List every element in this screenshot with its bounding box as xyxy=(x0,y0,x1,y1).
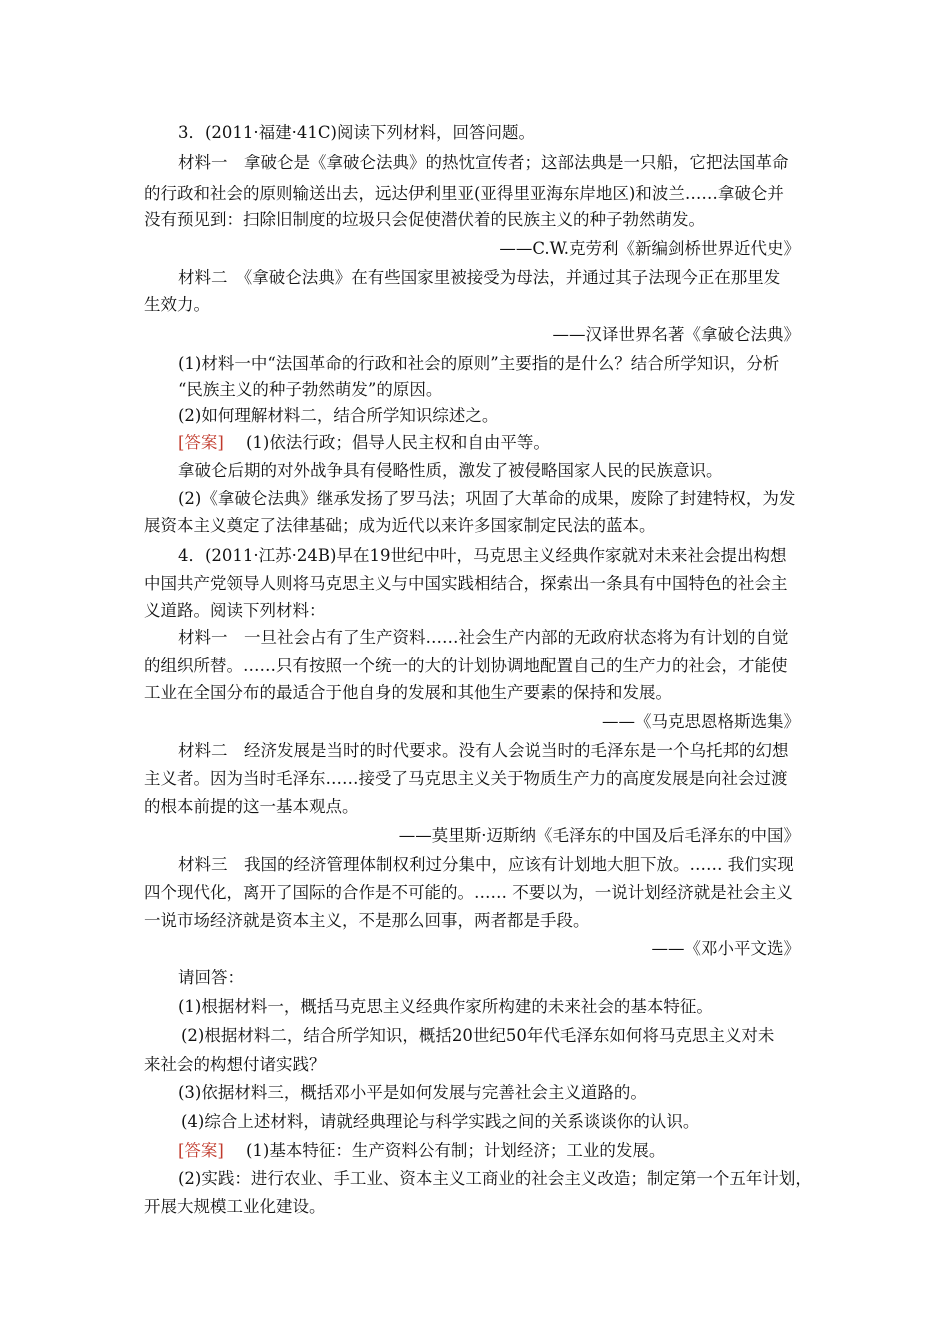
q3-material-2-source: ——汉译世界名著《拿破仑法典》 xyxy=(552,325,800,344)
q3-material-1-source: ——C.W.克劳利《新编剑桥世界近代史》 xyxy=(499,239,800,258)
q4-material-1-line-3: 工业在全国分布的最适合于他自身的发展和其他生产要素的保持和发展。 xyxy=(144,683,672,702)
q3-material-1-line-1: 材料一 拿破仑是《拿破仑法典》的热忱宣传者；这部法典是一只船，它把法国革命 xyxy=(178,153,789,172)
q3-answer-2-line-2: 展资本主义奠定了法律基础；成为近代以来许多国家制定民法的蓝本。 xyxy=(144,516,656,535)
q4-prompt: 请回答： xyxy=(178,968,244,987)
q4-material-1-line-1: 材料一 一旦社会占有了生产资料……社会生产内部的无政府状态将为有计划的自觉 xyxy=(178,628,789,647)
q3-answer-label: [答案] xyxy=(178,433,224,452)
q4-material-2-line-3: 的根本前提的这一基本观点。 xyxy=(144,797,359,816)
question-4-heading-line-2: 中国共产党领导人则将马克思主义与中国实践相结合，探索出一条具有中国特色的社会主 xyxy=(144,574,788,593)
q4-question-1: (1)根据材料一，概括马克思主义经典作家所构建的未来社会的基本特征。 xyxy=(178,997,713,1016)
q4-material-2-line-1: 材料二 经济发展是当时的时代要求。没有人会说当时的毛泽东是一个乌托邦的幻想 xyxy=(178,741,789,760)
q3-answer-2-line-1: (2)《拿破仑法典》继承发扬了罗马法；巩固了大革命的成果，废除了封建特权，为发 xyxy=(178,489,796,508)
question-4-heading-line-1: 4．(2011·江苏·24B)早在19世纪中叶，马克思主义经典作家就对未来社会提出构想 xyxy=(178,546,787,565)
q4-material-2-source: ——莫里斯·迈斯纳《毛泽东的中国及后毛泽东的中国》 xyxy=(398,826,800,845)
q4-answer-label: [答案] xyxy=(178,1141,224,1160)
q4-material-3-line-3: 一说市场经济就是资本主义，不是那么回事，两者都是手段。 xyxy=(144,911,590,930)
q4-question-3: (3)依据材料三，概括邓小平是如何发展与完善社会主义道路的。 xyxy=(178,1083,647,1102)
q3-material-2-line-1: 材料二 《拿破仑法典》在有些国家里被接受为母法，并通过其子法现今正在那里发 xyxy=(178,268,781,287)
q4-material-3-line-2: 四个现代化，离开了国际的合作是不可能的。…… 不要以为，一说计划经济就是社会主义 xyxy=(144,883,793,902)
q4-material-1-source: ——《马克思恩格斯选集》 xyxy=(602,712,800,731)
question-3-heading: 3．(2011·福建·41C)阅读下列材料，回答问题。 xyxy=(178,123,535,142)
q4-material-3-line-1: 材料三 我国的经济管理体制权利过分集中，应该有计划地大胆下放。…… 我们实现 xyxy=(178,855,794,874)
q4-question-2-line-1: (2)根据材料二，结合所学知识，概括20世纪50年代毛泽东如何将马克思主义对未 xyxy=(181,1026,775,1045)
q4-answer-2-line-1: (2)实践：进行农业、手工业、资本主义工商业的社会主义改造；制定第一个五年计划， xyxy=(178,1169,812,1188)
q3-material-1-line-2: 的行政和社会的原则输送出去，远达伊利里亚(亚得里亚海东岸地区)和波兰……拿破仑并 xyxy=(144,184,784,203)
q4-question-4: (4)综合上述材料，请就经典理论与科学实践之间的关系谈谈你的认识。 xyxy=(181,1112,700,1131)
q4-material-1-line-2: 的组织所替。……只有按照一个统一的大的计划协调地配置自己的生产力的社会，才能使 xyxy=(144,656,788,675)
q3-question-1-line-2: “民族主义的种子勃然萌发”的原因。 xyxy=(178,380,443,399)
q3-material-2-line-2: 生效力。 xyxy=(144,295,210,314)
question-4-heading-line-3: 义道路。阅读下列材料： xyxy=(144,601,326,620)
q4-answer-2-line-2: 开展大规模工业化建设。 xyxy=(144,1197,326,1216)
q4-material-2-line-2: 主义者。因为当时毛泽东……接受了马克思主义关于物质生产力的高度发展是向社会过渡 xyxy=(144,769,788,788)
q3-answer-1: (1)依法行政；倡导人民主权和自由平等。 xyxy=(246,433,550,452)
q3-question-1-line-1: (1)材料一中“法国革命的行政和社会的原则”主要指的是什么？结合所学知识，分析 xyxy=(178,354,780,373)
q3-question-2: (2)如何理解材料二，结合所学知识综述之。 xyxy=(178,406,499,425)
q4-question-2-line-2: 来社会的构想付诸实践？ xyxy=(144,1055,326,1074)
q4-material-3-source: ——《邓小平文选》 xyxy=(651,939,800,958)
q3-material-1-line-3: 没有预见到：扫除旧制度的垃圾只会促使潜伏着的民族主义的种子勃然萌发。 xyxy=(144,210,705,229)
q4-answer-1: (1)基本特征：生产资料公有制；计划经济；工业的发展。 xyxy=(246,1141,666,1160)
q3-answer-1-cont: 拿破仑后期的对外战争具有侵略性质，激发了被侵略国家人民的民族意识。 xyxy=(178,461,723,480)
